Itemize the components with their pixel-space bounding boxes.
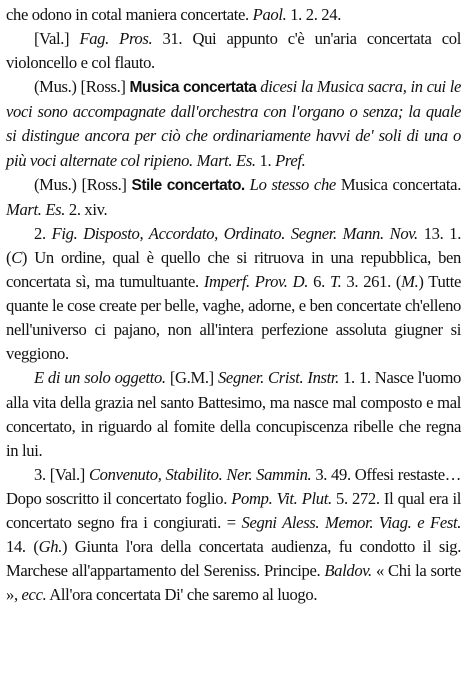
body-text: 3. 49. Offesi restaste… Dopo soscritto il concertato foglio. [6,464,461,508]
headword-text: Musica concertata [129,79,257,97]
body-text: 5. 272. Il qual era il concertato segno fra i congiurati. = [6,488,461,532]
italic-text: Baldov. [324,561,372,581]
body-text: 1. [255,150,276,170]
body-text: 2. xiv. [65,199,108,219]
entry-paragraph [6,222,461,367]
body-text: (Mus.) [Ross.] [34,174,132,194]
italic-text: Pomp. Vit. Plut. [231,488,332,508]
body-text: 1. 2. 24. [286,5,342,24]
body-text: 3. [Val.] [34,464,89,484]
italic-text: Mart. Es. [6,199,66,219]
body-text: [Val.] [34,29,80,49]
italic-text: Paol. [252,5,287,24]
entry-paragraph [6,366,461,462]
italic-text: E di un solo oggetto. [34,368,166,388]
body-text: Musica concertata. [335,174,461,194]
italic-text: Gh. [38,537,62,557]
italic-text: dicesi la Musica sacra, in cui le voci sono accompagnate dall'orchestra con l'organo o senza; la quale si distingue ancora per ciò che ordinariamente havvi de' soli di una o più voci alternate col ripieno. Mart. Es. [6,77,461,170]
body-text: 1. 1. Nasce l'uomo alla vita della grazia nel santo Battesimo, ma nasce mal composto e mal concertato, in riguardo al fomite della concupiscenza ribelle che regna in lui. [6,368,462,460]
entry-paragraph [6,463,461,608]
italic-text: M. [401,272,419,292]
italic-text: Segner. Crist. Instr. [217,368,339,388]
body-text: ) Tutte quante le cose create per belle, vaghe, adorne, e ben concertate ch'elleno nell'universo ci pajano, non all'intera perfezione assoluta giugner si veggiono. [6,272,461,364]
body-text: 13. 1. ( [6,223,461,267]
body-text: ) Giunta l'ora della concertata audienza, fu condotto il sig. Marchese all'appartamento del Sereniss. Principe. [6,537,461,581]
body-text: 14. ( [6,537,39,557]
entry-paragraph [6,75,461,172]
italic-text: Fig. Disposto, Accordato, Ordinato. Segner. Mann. Nov. [51,223,418,243]
body-text: 3. 261. ( [341,272,402,292]
entry-paragraph [6,3,461,27]
body-text: 2. [34,223,52,243]
entry-paragraph [6,173,461,222]
italic-text: Pref. [275,150,306,170]
italic-text: Lo stesso che [244,174,336,194]
italic-text: C [11,247,22,267]
entry-paragraph [6,27,461,75]
body-text: ) Un ordine, qual è quello che si ritruova in una repubblica, ben concertata sì, ma tumultuante. [6,247,461,292]
italic-text: Imperf. Prov. D. [203,272,309,292]
italic-text: Fag. Pros. [79,29,153,49]
body-text: [G.M.] [165,368,218,388]
italic-text: ecc. [21,585,47,605]
body-text: che odono in cotal maniera concertate. [6,5,253,24]
body-text: « Chi la sorte », [6,561,461,605]
body-text: (Mus.) [Ross.] [34,77,130,97]
italic-text: Convenuto, Stabilito. Ner. Sammin. [88,464,312,484]
body-text: 31. Qui appunto c'è un'aria concertata col violoncello e col flauto. [6,29,461,73]
italic-text: Segni Aless. Memor. Viag. e Fest. [241,512,462,532]
body-text: 6. [308,272,330,292]
headword-text: Stile concertato. [131,176,245,194]
italic-text: T. [329,272,342,292]
body-text: All'ora concertata Di' che saremo al luogo. [46,585,318,605]
